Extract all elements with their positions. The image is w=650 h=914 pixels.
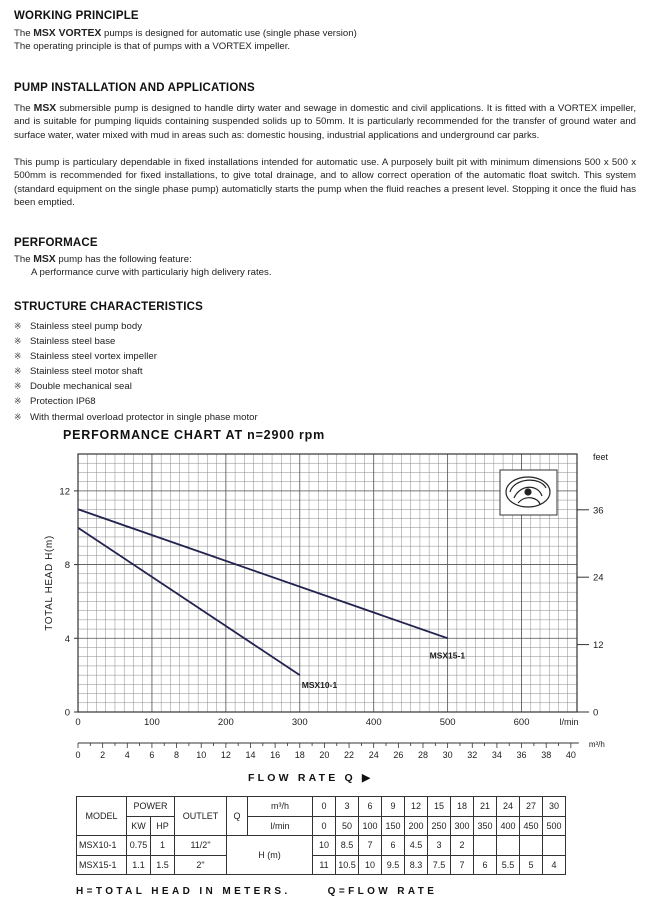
feature-text: Stainless steel pump body [30,321,142,332]
hp-header: HP [151,816,175,836]
q-lmin-cell: 350 [474,816,497,836]
head-cell: 8.5 [336,836,359,856]
head-cell: 2 [451,836,474,856]
text: The [14,254,34,265]
feature-text: Stainless steel motor shaft [30,366,143,378]
hp-cell: 1 [151,836,175,856]
outlet-header: OUTLET [175,797,227,836]
list-item [14,410,258,425]
x-m3h-tick-label: 18 [294,750,305,760]
section-heading-structure: STRUCTURE CHARACTERISTICS [14,301,203,313]
kw-header: KW [127,816,151,836]
model-header: MODEL [77,797,127,836]
bullet-mark-icon: ※ [14,381,22,392]
x-tick-label: 500 [439,717,456,728]
y-tick-label: 12 [59,486,70,498]
feature-text: Protection IP68 [30,396,96,408]
text: The [14,103,34,114]
performance-line-2: A performance curve with particulariy high delivery rates. [31,267,272,278]
head-cell: 6 [474,855,497,875]
head-cell: 8.3 [405,855,428,875]
q-m3h-cell: 18 [451,797,474,817]
q-lmin-cell: 150 [382,816,405,836]
table-row [77,855,566,875]
x-tick-label: 400 [365,717,382,728]
feature-text: With thermal overload protector in single phase motor [30,411,258,423]
x-m3h-tick-label: 0 [75,750,81,760]
hp-cell: 1.5 [151,855,175,875]
x-m3h-tick-label: 28 [417,750,428,760]
list-item [14,379,258,394]
installation-paragraph-2: This pump is particulary dependable in fixed installations intended for automatic use. A purposely built pit with minimum dimensions 500 x 500 x 500mm is recommended for fixed installations, to give total drainage, and to allow correct operation of the automatic float switch. This system (standard equipment on the single phase pump) automaticlly starts the pump when the fluid reaches a present level. Stopping it once the fluid has been emptied. [14,157,636,209]
list-item [14,334,258,349]
head-cell: 10 [313,836,336,856]
q-lmin-cell: 100 [359,816,382,836]
outlet-cell: 11/2" [175,836,227,856]
q-lmin-cell: 500 [543,816,566,836]
model-name: MSX VORTEX [33,28,102,39]
x-m3h-tick-label: 22 [344,750,355,760]
head-cell [520,836,543,856]
flow-rate-label [248,772,373,784]
q-lmin-cell: 300 [451,816,474,836]
head-cell: 7.5 [428,855,451,875]
x-m3h-tick-label: 2 [100,750,106,760]
y-tick-label: 4 [64,633,70,645]
x-axis-unit-m3h: m³/h [588,740,605,749]
head-cell [543,836,566,856]
bullet-mark-icon: ※ [14,366,22,377]
x-m3h-tick-label: 4 [124,750,130,760]
y-right-tick-label: 0 [593,707,599,719]
x-m3h-tick-label: 40 [565,750,576,760]
q-m3h-cell: 24 [497,797,520,817]
head-cell: 4.5 [405,836,428,856]
x-m3h-tick-label: 36 [516,750,527,760]
working-principle-line-2: The operating principle is that of pumps with a VORTEX impeller. [14,41,291,52]
x-tick-label: 600 [513,717,530,728]
feature-list [14,319,258,425]
q-m3h-cell: 30 [543,797,566,817]
series-label: MSX10-1 [301,680,338,691]
table-header-row-2 [77,816,566,836]
section-heading-installation: PUMP INSTALLATION AND APPLICATIONS [14,82,255,94]
x-tick-label: 100 [143,717,160,728]
feature-text: Stainless steel base [30,336,116,348]
q-lmin-cell: 0 [313,816,336,836]
x-tick-label: 0 [75,717,81,728]
q-lmin-cell: 50 [336,816,359,836]
bullet-mark-icon: ※ [14,411,22,422]
head-cell: 10 [359,855,382,875]
q-lmin-cell: 400 [497,816,520,836]
model-name: MSX [33,103,57,114]
list-item [14,349,258,364]
head-label: H (m) [227,836,313,875]
head-cell [497,836,520,856]
x-m3h-tick-label: 32 [467,750,478,760]
x-m3h-tick-label: 6 [149,750,155,760]
text: pumps is designed for automatic use (single phase version) [101,28,357,39]
chart-title: PERFORMANCE CHART AT n=2900 rpm [63,428,325,442]
x-m3h-tick-label: 26 [393,750,404,760]
footer-note: H=TOTAL HEAD IN METERS. Q=FLOW RATE [76,886,438,897]
q-m3h-cell: 6 [359,797,382,817]
x-m3h-tick-label: 24 [368,750,379,760]
list-item [14,319,258,334]
x-axis-unit-lmin: l/min [559,717,579,727]
kw-cell: 0.75 [127,836,151,856]
working-principle-line-1 [14,27,636,40]
head-cell: 5 [520,855,543,875]
q-m3h-cell: 0 [313,797,336,817]
performance-line-1 [14,253,636,266]
section-heading-performance: PERFORMACE [14,237,98,249]
q-lmin-cell: 250 [428,816,451,836]
q-m3h-cell: 15 [428,797,451,817]
y-axis-label: TOTAL HEAD H(m) [44,535,55,631]
flow-rate-text: FLOW RATE Q [248,772,356,784]
q-m3h-cell: 3 [336,797,359,817]
head-cell: 7 [451,855,474,875]
head-cell: 6 [382,836,405,856]
x-m3h-tick-label: 16 [270,750,281,760]
head-cell: 5.5 [497,855,520,875]
x-m3h-tick-label: 8 [174,750,180,760]
bullet-mark-icon: ※ [14,351,22,362]
power-header: POWER [127,797,175,817]
x-m3h-tick-label: 20 [319,750,330,760]
unit-lmin: l/min [248,816,313,836]
q-lmin-cell: 450 [520,816,543,836]
unit-m3h: m³/h [248,797,313,817]
x-tick-label: 200 [217,717,234,728]
x-m3h-tick-label: 10 [196,750,207,760]
head-cell [474,836,497,856]
q-m3h-cell: 27 [520,797,543,817]
impeller-hub [525,489,531,495]
text: pump has the following feature: [55,254,192,265]
performance-table [76,796,566,875]
series-label: MSX15-1 [429,650,466,661]
y-right-tick-label: 36 [593,505,604,517]
x-m3h-tick-label: 38 [541,750,552,760]
x-tick-label: 300 [291,717,308,728]
y-right-tick-label: 12 [593,640,604,652]
model-cell: MSX10-1 [77,836,127,856]
text: submersible pump is designed to handle dirty water and sewage in domestic and civil applications. It is fitted with a VORTEX impeller, and is suitable for pumping liquids containing suspended solids up to 50mm. It is particularly recommended for the transfer of ground water and surface water, water mixed with mud in areas such as: domestic housing, industrial applications and underground car parks. [14,103,636,141]
bullet-mark-icon: ※ [14,396,22,407]
y-right-tick-label: 24 [593,572,604,584]
feature-text: Double mechanical seal [30,381,132,393]
installation-paragraph-1 [14,102,636,142]
head-cell: 7 [359,836,382,856]
bullet-mark-icon: ※ [14,336,22,347]
outlet-cell: 2" [175,855,227,875]
q-header: Q [227,797,248,836]
performance-chart [0,440,650,770]
y-tick-label: 0 [64,707,70,719]
y-tick-label: 8 [64,560,70,572]
head-cell: 11 [313,855,336,875]
text: The [14,28,34,39]
list-item [14,364,258,379]
table-row [77,836,566,856]
arrow-right-icon: ▶ [362,772,374,784]
model-cell: MSX15-1 [77,855,127,875]
feature-text: Stainless steel vortex impeller [30,351,157,363]
x-m3h-tick-label: 14 [245,750,256,760]
list-item [14,394,258,409]
head-cell: 10.5 [336,855,359,875]
head-cell: 3 [428,836,451,856]
head-cell: 4 [543,855,566,875]
x-m3h-tick-label: 12 [220,750,231,760]
q-m3h-cell: 21 [474,797,497,817]
q-lmin-cell: 200 [405,816,428,836]
table-header-row-1 [77,797,566,817]
section-heading-working-principle: WORKING PRINCIPLE [14,10,139,22]
q-m3h-cell: 9 [382,797,405,817]
head-cell: 9.5 [382,855,405,875]
kw-cell: 1.1 [127,855,151,875]
y-right-axis-label: feet [593,452,609,462]
x-m3h-tick-label: 34 [491,750,502,760]
bullet-mark-icon: ※ [14,321,22,331]
x-m3h-tick-label: 30 [442,750,453,760]
q-m3h-cell: 12 [405,797,428,817]
model-name: MSX [33,254,56,265]
